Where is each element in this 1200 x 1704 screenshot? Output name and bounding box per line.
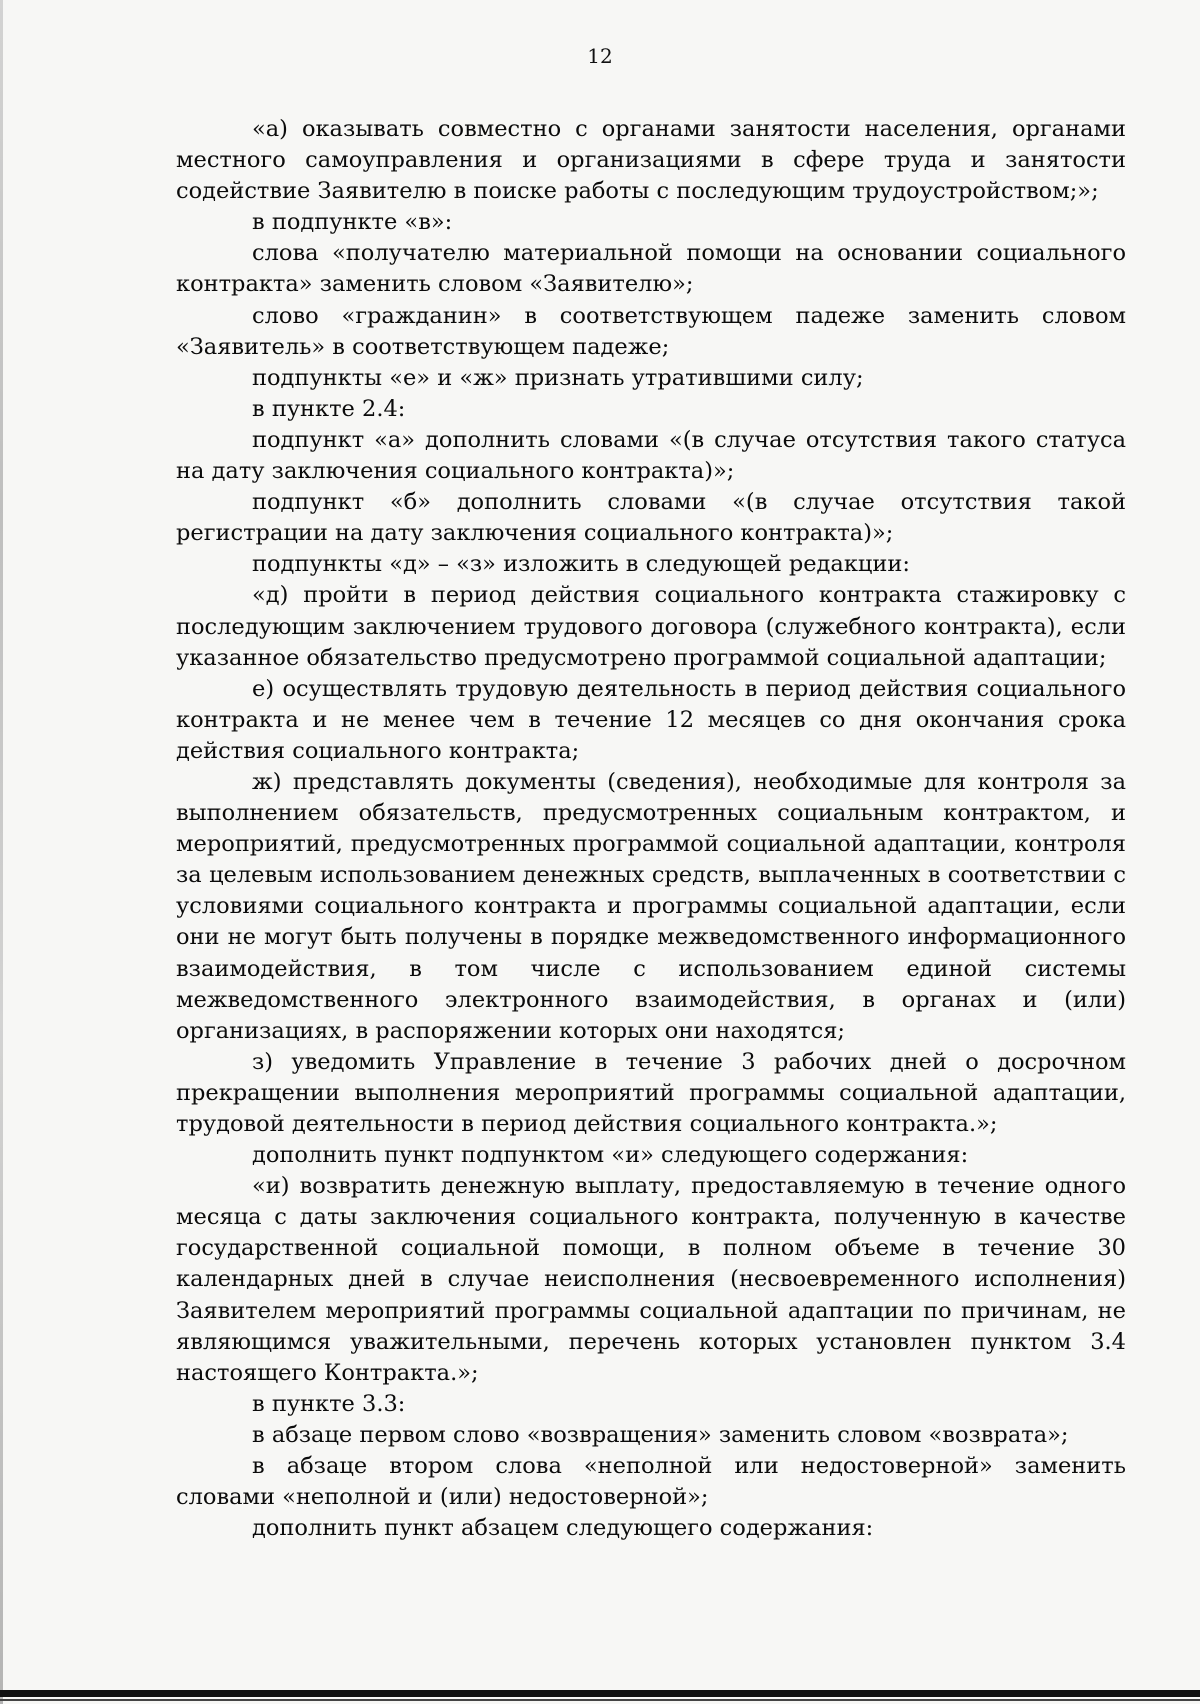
paragraph: дополнить пункт абзацем следующего содержания: xyxy=(252,1515,874,1542)
paragraph: «а) оказывать совместно с органами занятости населения, органами местного самоуправления и организациями в сфере труда и занятости содействие Заявителю в поиске работы с последующим трудоустройством;»; xyxy=(176,116,1126,205)
paragraph: з) уведомить Управление в течение 3 рабочих дней о досрочном прекращении выполнения мероприятий программы социальной адаптации, трудовой деятельности в период действия социального контракта.»; xyxy=(176,1048,1126,1137)
paragraph: в пункте 3.3: xyxy=(252,1390,406,1417)
paragraph: в абзаце втором слова «неполной или недостоверной» заменить словами «неполной и (или) недостоверной»; xyxy=(176,1453,1126,1511)
page-number: 12 xyxy=(587,44,613,68)
paragraph: «д) пройти в период действия социального контракта стажировку с последующим заключением трудового договора (служебного контракта), если указанное обязательство предусмотрено программой социальной адаптации; xyxy=(176,582,1126,671)
paragraph: слова «получателю материальной помощи на основании социального контракта» заменить словом «Заявителю»; xyxy=(176,240,1126,298)
paragraph: в подпункте «в»: xyxy=(252,209,453,236)
paragraph: в пункте 2.4: xyxy=(252,395,406,422)
document-body xyxy=(176,114,1126,1544)
paragraph: е) осуществлять трудовую деятельность в период действия социального контракта и не менее чем в течение 12 месяцев со дня окончания срока действия социального контракта; xyxy=(176,675,1126,764)
paragraph: подпункты «д» – «з» изложить в следующей редакции: xyxy=(252,551,910,578)
scan-bottom-bar xyxy=(0,1690,1200,1697)
scan-left-edge xyxy=(0,0,3,1704)
paragraph: подпункты «е» и «ж» признать утратившими силу; xyxy=(252,364,864,391)
scan-bottom-line xyxy=(0,1699,1200,1701)
paragraph: подпункт «а» дополнить словами «(в случае отсутствия такого статуса на дату заключения социального контракта)»; xyxy=(176,426,1126,485)
paragraph: «и) возвратить денежную выплату, предоставляемую в течение одного месяца с даты заключения социального контракта, полученную в качестве государственной социальной помощи, в полном объеме в течение 30 календарных дней в случае неисполнения (несвоевременного исполнения) Заявителем мероприятий программы социальной адаптации по причинам, не являющимся уважительными, перечень которых установлен пунктом 3.4 настоящего Контракта.»; xyxy=(176,1173,1126,1386)
paragraph: дополнить пункт подпунктом «и» следующего содержания: xyxy=(252,1142,969,1169)
paragraph: ж) представлять документы (сведения), необходимые для контроля за выполнением обязательств, предусмотренных социальным контрактом, и мероприятий, предусмотренных программой социальной адаптации, контроля за целевым использованием денежных средств, выплаченных в соответствии с условиями социального контракта и программы социальной адаптации, если они не могут быть получены в порядке межведомственного информационного взаимодействия, в том числе с использованием единой системы межведомственного электронного взаимодействия, в органах и (или) организациях, в распоряжении которых они находятся; xyxy=(176,768,1126,1044)
paragraph: подпункт «б» дополнить словами «(в случае отсутствия такой регистрации на дату заключения социального контракта)»; xyxy=(176,489,1126,547)
paragraph: в абзаце первом слово «возвращения» заменить словом «возврата»; xyxy=(252,1421,1069,1448)
paragraph: слово «гражданин» в соответствующем падеже заменить словом «Заявитель» в соответствующем падеже; xyxy=(176,302,1126,360)
